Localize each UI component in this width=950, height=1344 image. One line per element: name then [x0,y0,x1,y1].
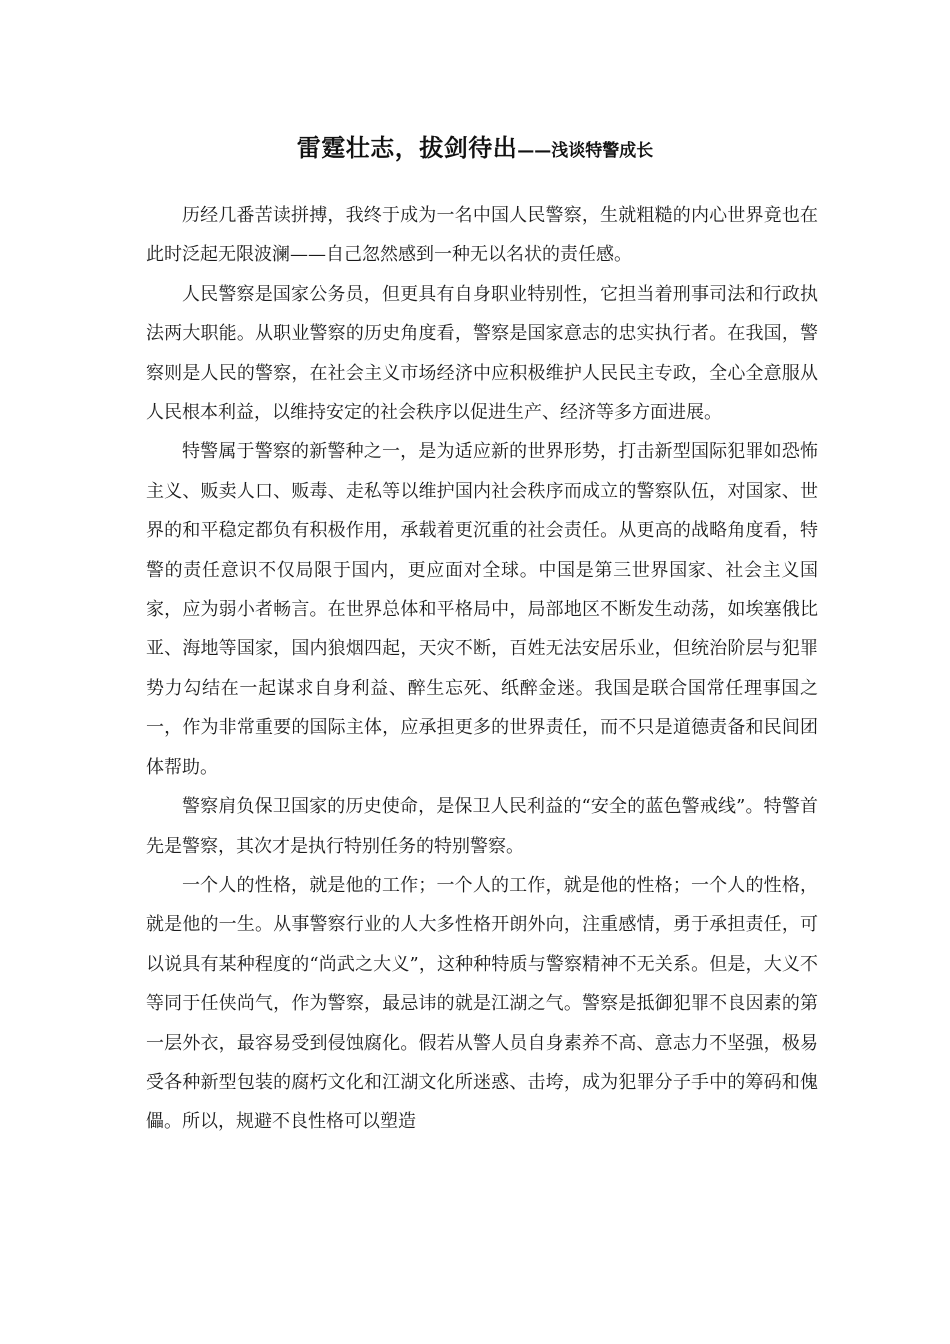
paragraph: 警察肩负保卫国家的历史使命，是保卫人民利益的“安全的蓝色警戒线”。特警首先是警察，其次才是执行特别任务的特别警察。 [146,796,818,857]
paragraph: 人民警察是国家公务员，但更具有自身职业特别性，它担当着刑事司法和行政执法两大职能。从职业警察的历史角度看，警察是国家意志的忠实执行者。在我国，警察则是人民的警察，在社会主义市场经济中应积极维护人民民主专政，全心全意服从人民根本利益，以维持安定的社会秩序以促进生产、经济等多方面进展。 [146,283,818,424]
paragraph: 历经几番苦读拼搏，我终于成为一名中国人民警察，生就粗糙的内心世界竟也在此时泛起无限波澜——自己忽然感到一种无以名状的责任感。 [146,205,818,266]
title-subtitle: ——浅谈特警成长 [517,141,654,161]
paragraph: 特警属于警察的新警种之一，是为适应新的世界形势，打击新型国际犯罪如恐怖主义、贩卖人口、贩毒、走私等以维护国内社会秩序而成立的警察队伍，对国家、世界的和平稳定都负有积极作用，承载着更沉重的社会责任。从更高的战略角度看，特警的责任意识不仅局限于国内，更应面对全球。中国是第三世界国家、社会主义国家，应为弱小者畅言。在世界总体和平格局中，局部地区不断发生动荡，如埃塞俄比亚、海地等国家，国内狼烟四起，天灾不断，百姓无法安居乐业，但统治阶层与犯罪势力勾结在一起谋求自身利益、醉生忘死、纸醉金迷。我国是联合国常任理事国之一，作为非常重要的国际主体，应承担更多的世界责任，而不只是道德责备和民间团体帮助。 [146,441,818,778]
title-main: 雷霆壮志，拔剑待出 [296,134,518,162]
document-body [146,196,818,1142]
paragraph: 一个人的性格，就是他的工作；一个人的工作，就是他的性格；一个人的性格，就是他的一生。从事警察行业的人大多性格开朗外向，注重感情，勇于承担责任，可以说具有某种程度的“尚武之大义”，这种种特质与警察精神不无关系。但是，大义不等同于任侠尚气，作为警察，最忌讳的就是江湖之气。警察是抵御犯罪不良因素的第一层外衣，最容易受到侵蚀腐化。假若从警人员自身素养不高、意志力不坚强，极易受各种新型包装的腐朽文化和江湖文化所迷惑、击垮，成为犯罪分子手中的筹码和傀儡。所以，规避不良性格可以塑造 [146,874,818,1133]
document-title [0,134,950,163]
